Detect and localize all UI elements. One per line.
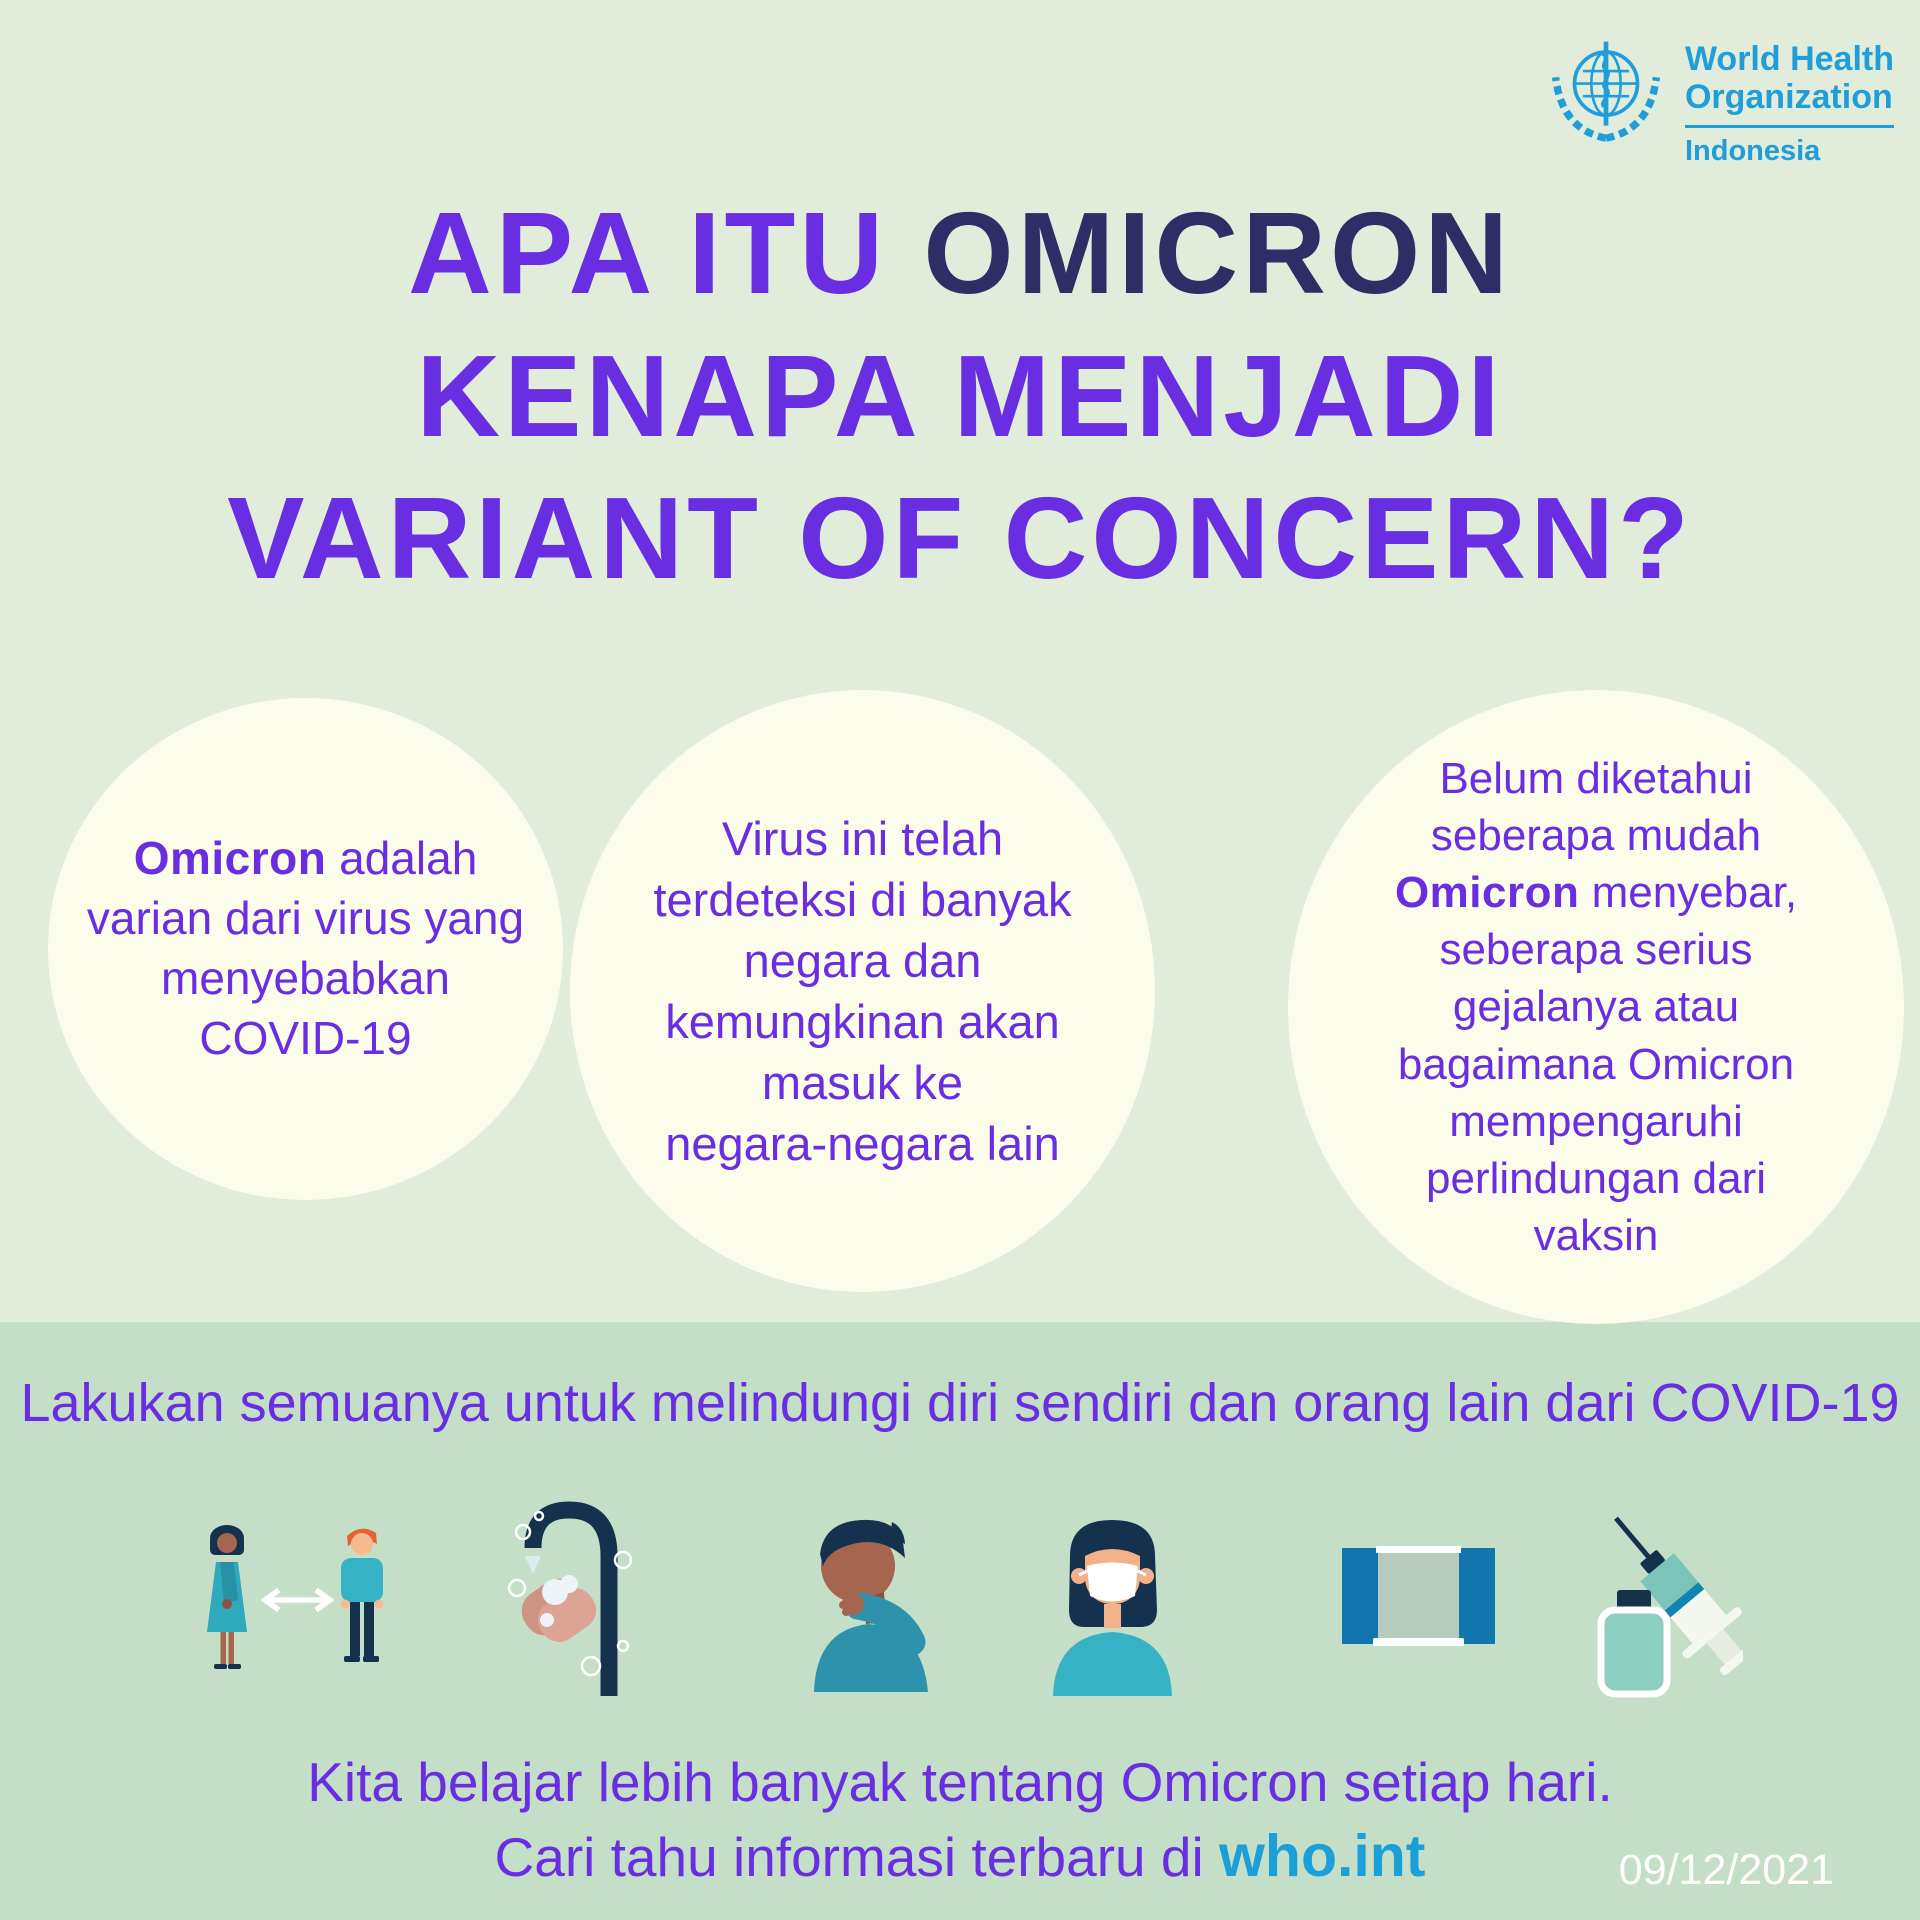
open-window-icon xyxy=(1340,1538,1497,1658)
page-title xyxy=(0,182,1920,610)
circle-text-line: masuk ke xyxy=(761,1056,964,1110)
circle-text-line: vaksin xyxy=(1533,1211,1659,1261)
circle-text-line: COVID-19 xyxy=(199,1011,412,1064)
fact-circle-unknowns xyxy=(1288,690,1904,1324)
footer-line1: Kita belajar lebih banyak tentang Omicron setiap hari. xyxy=(307,1751,1613,1813)
circle-text-line: terdeteksi di banyak xyxy=(653,872,1072,926)
footer-line2-text: Cari tahu informasi terbaru di xyxy=(494,1826,1220,1888)
title-line1-navy: OMICRON xyxy=(923,188,1512,318)
publication-date: 09/12/2021 xyxy=(1618,1846,1834,1894)
who-logo-divider xyxy=(1685,125,1894,128)
who-int-link[interactable]: who.int xyxy=(1219,1823,1426,1889)
who-logo-region: Indonesia xyxy=(1684,135,1821,168)
circle-text-line: bagaimana Omicron xyxy=(1397,1039,1795,1089)
protection-headline: Lakukan semuanya untuk melindungi diri sendiri dan orang lain dari COVID-19 xyxy=(20,1373,1900,1433)
who-logo-text xyxy=(1685,26,1894,168)
circle-text-line: Virus ini telah xyxy=(721,811,1004,865)
circle-text-line: seberapa mudah xyxy=(1430,810,1762,860)
title-line1-purple: APA ITU xyxy=(408,188,924,318)
vaccination-icon xyxy=(1593,1494,1743,1702)
circle-text-line: seberapa serius xyxy=(1439,925,1753,975)
physical-distancing-icon xyxy=(195,1520,405,1682)
circle-text-line: menyebabkan xyxy=(161,952,450,1004)
circle-text-line: negara dan xyxy=(743,933,982,987)
fact-circle-omicron-definition xyxy=(48,698,563,1200)
who-logo-line1: World Health xyxy=(1684,40,1894,78)
cough-into-elbow-icon xyxy=(806,1512,936,1692)
circle-text-line: kemungkinan akan xyxy=(665,995,1060,1048)
circle-text-line: Omicron menyebar, xyxy=(1394,868,1798,918)
title-line1 xyxy=(0,182,1920,325)
circle-text-line: gejalanya atau xyxy=(1452,982,1740,1032)
fact-circle-virus-spread xyxy=(570,690,1155,1292)
wear-mask-icon xyxy=(1045,1514,1180,1696)
title-line2: KENAPA MENJADI xyxy=(416,330,1504,461)
circle-text-line: negara-negara lain xyxy=(665,1117,1060,1171)
circle-text-line: mempengaruhi xyxy=(1449,1096,1743,1146)
circle-text-line: varian dari virus yang xyxy=(86,892,525,945)
who-emblem-icon xyxy=(1543,26,1669,158)
who-logo xyxy=(1543,26,1894,168)
hand-washing-icon xyxy=(495,1496,635,1698)
circle-text-line: Omicron adalah xyxy=(133,832,478,885)
title-line3: VARIANT OF CONCERN? xyxy=(227,473,1693,604)
circle-text-line: perlindungan dari xyxy=(1425,1153,1767,1203)
who-logo-line2: Organization xyxy=(1684,78,1893,117)
circle-text-line: Belum diketahui xyxy=(1439,753,1753,803)
